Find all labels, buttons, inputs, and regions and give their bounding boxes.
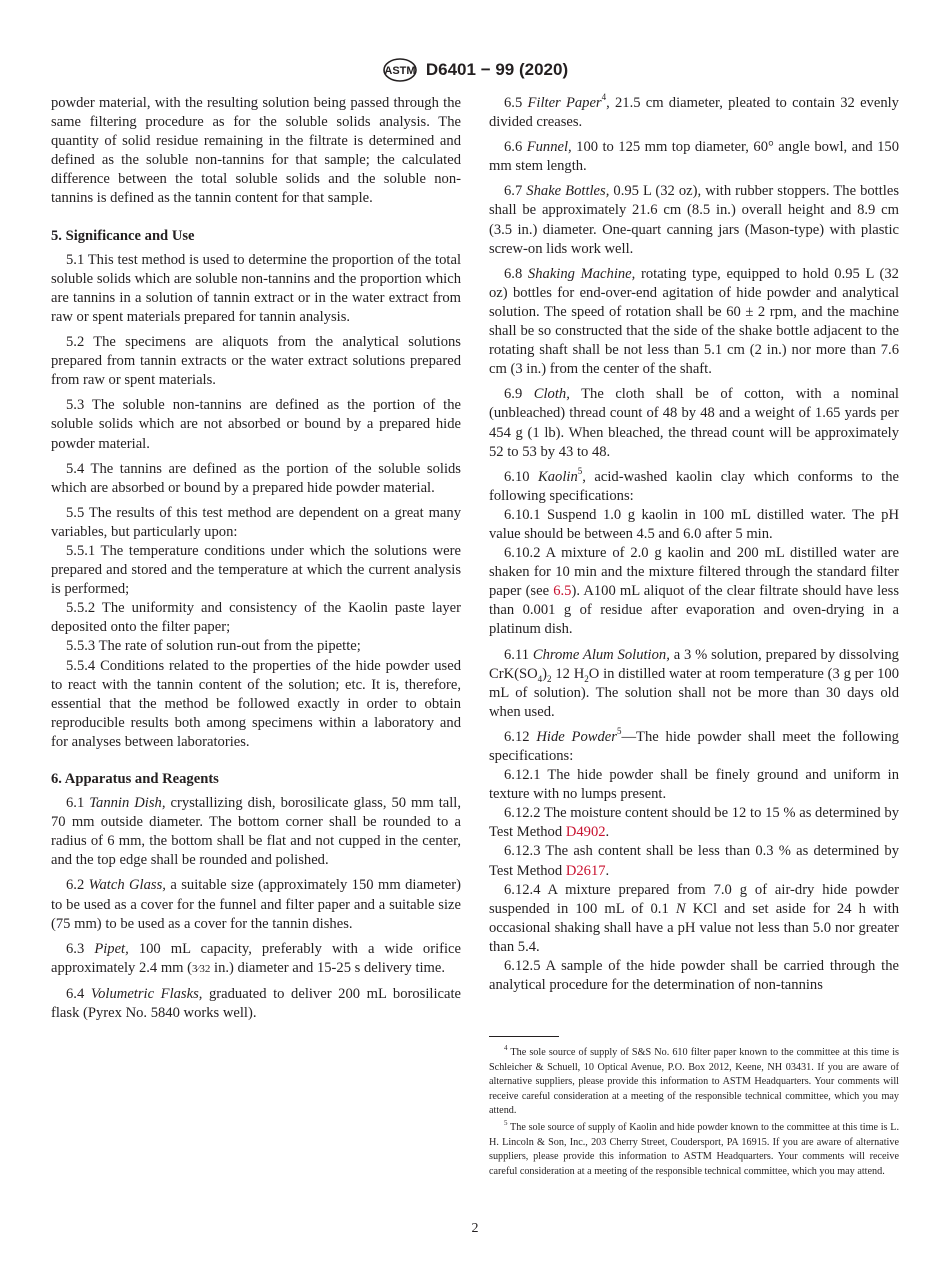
astm-logo-icon (382, 58, 418, 82)
section-6-heading: 6. Apparatus and Reagents (51, 771, 219, 787)
footnote-ref-4: 4 (601, 92, 607, 103)
para-6-1: 6.1 Tannin Dish, crystallizing dish, borosilicate glass, 50 mm tall, 70 mm outside diameter. The bottom corner shall be rounded to a radius of 6 mm, the bottom shall be flat and not cupped in the center, and the top edge shall be rounded and polished. (51, 795, 462, 869)
para-6-12-2: 6.12.2 The moisture content should be 12 to 15 % as determined by Test Method D4902. (489, 805, 899, 841)
para-6-3: 6.3 Pipet, 100 mL capacity, preferably with a wide orifice approximately 2.4 mm (3⁄32 in.) diameter and 15-25 s delivery time. (51, 940, 461, 976)
para-6-10: 6.10 Kaolin$^5$, acid-washed kaolin clay which conforms to the following specifications: (489, 465, 899, 504)
document-designation: D6401 − 99 (2020) (425, 60, 569, 79)
right-column (489, 94, 899, 995)
link-d4902[interactable]: D4902 (565, 824, 606, 841)
link-d2617[interactable]: D2617 (565, 862, 606, 879)
para-6-12-4: 6.12.4 A mixture prepared from 7.0 g of air-dry hide powder suspended in 100 mL of 0.1 N KCl and set aside for 24 h with occasional shaking shall have a pH value not less than 5.0 nor greater than 5.4. (489, 881, 899, 955)
para-6-5: 6.5 Filter Paper$^4$, 21.5 cm diameter, pleated to contain 32 evenly divided creases. (489, 92, 899, 131)
link-6-5[interactable]: 6.5 (553, 583, 572, 600)
para-6-6: 6.6 Funnel, 100 to 125 mm top diameter, 60° angle bowl, and 150 mm stem length. (489, 139, 899, 175)
para-6-12-1: 6.12.1 The hide powder shall be finely ground and uniform in texture with no lumps present. (489, 767, 899, 803)
para-5-5: 5.5 The results of this test method are dependent on a great many variables, but particularly upon: (51, 504, 461, 540)
footnote-4: $^4$ The sole source of supply of S&S No. 610 filter paper known to the committee at this time is Schleicher & Schuell, 10 Optical Avenue, P.O. Box 2012, Keene, NH 03431. If you are aware of alternative suppliers, please provide this information to ASTM Headquarters. Your comments will receive careful consideration at a meeting of the responsible technical committee, which you may attend. (489, 1043, 899, 1117)
para-5-5-3: 5.5.3 The rate of solution run-out from the pipette; (66, 638, 361, 655)
para-6-12-5: 6.12.5 A sample of the hide powder shall be carried through the analytical procedure for the determination of non-tannins (489, 958, 899, 994)
para-5-5-4: 5.5.4 Conditions related to the properties of the hide powder used to react with the tannin content of the solution; etc. It is, therefore, essential that the method be followed exactly in order to obtain reproducible results both among specimens within a laboratory and for analyses between laboratories. (51, 657, 461, 750)
intro-paragraph: powder material, with the resulting solution being passed through the same filtering procedure as for the soluble solids analysis. The quantity of solid residue remaining in the filtrate is determined and defined as the soluble non-tannins for that sample; the calculated difference between the total soluble solids and the soluble non-tannins is defined as the tannin content for that sample. (51, 95, 461, 207)
para-6-7: 6.7 Shake Bottles, 0.95 L (32 oz), with rubber stoppers. The bottles shall be approximately 21.6 cm (8.5 in.) overall height and 8.9 cm (3.5 in.) diameter. One-quart canning jars (Mason-type) with plastic screw-on lids work well. (489, 183, 899, 257)
fraction: 3⁄32 (192, 962, 211, 975)
para-6-10-2: 6.10.2 A mixture of 2.0 g kaolin and 200 mL distilled water are shaken for 10 min and the mixture filtered through the standard filter paper (see 6.5). A100 mL aliquot of the clear filtrate should have less than 0.001 g of residue after evaporation and oven-drying in a platinum dish. (489, 545, 899, 638)
para-6-9: 6.9 Cloth, The cloth shall be of cotton, with a nominal (unbleached) thread count of 48 by 48 and a weight of 1.65 yards per 454 g (1 lb). When bleached, the thread count will be approximately 52 to 53 by 43 to 48. (489, 386, 899, 460)
footnote-ref-5: 5 (577, 465, 583, 476)
footnote-5: $^5$ The sole source of supply of Kaolin and hide powder known to the committee at this time is L. H. Lincoln & Son, Inc., 203 Cherry Street, Coudersport, PA 16915. If you are aware of alternative suppliers, please provide this information to ASTM Headquarters. Your comments will receive careful consideration at a meeting of the responsible technical committee, which you may attend. (489, 1118, 899, 1177)
para-5-1: 5.1 This test method is used to determine the proportion of the total soluble solids which are soluble non-tannins and the proportion which are tannins in a solution of tannin extract or in the water extract from raw or spent materials prepared for tannin analysis. (51, 251, 461, 325)
page-number: 2 (471, 1221, 479, 1236)
para-6-8: 6.8 Shaking Machine, rotating type, equipped to hold 0.95 L (32 oz) bottles for end-over-end agitation of hide powder and analytical solution. The speed of rotation shall be 60 ± 2 rpm, and the machine shall be so constructed that the side of the shake bottle adjacent to the rotating shaft shall be not less than 5.1 cm (2 in.) nor more than 7.6 cm (3 in.) from the center of the shaft. (489, 265, 899, 378)
para-5-3: 5.3 The soluble non-tannins are defined as the portion of the soluble solids which are not absorbed or bound by a prepared hide powder material. (51, 397, 461, 452)
para-6-10-1: 6.10.1 Suspend 1.0 g kaolin in 100 mL distilled water. The pH value should be between 4.5 and 6.0 after 5 min. (489, 506, 899, 542)
para-5-4: 5.4 The tannins are defined as the portion of the soluble solids which are absorbed or bound by a prepared hide powder material. (51, 460, 461, 496)
para-6-4: 6.4 Volumetric Flasks, graduated to deliver 200 mL borosilicate flask (Pyrex No. 5840 works well). (51, 985, 461, 1022)
footnotes (489, 1043, 899, 1181)
astm-logo-text: ASTM (384, 65, 416, 77)
left-column (51, 94, 461, 1023)
section-5-heading: 5. Significance and Use (51, 227, 195, 244)
footnote-ref-5b: 5 (616, 726, 622, 737)
page-header (0, 58, 950, 87)
para-6-12-3: 6.12.3 The ash content shall be less than 0.3 % as determined by Test Method D2617. (489, 843, 899, 879)
para-5-5-1: 5.5.1 The temperature conditions under which the solutions were prepared and stored and the temperature at which the current analysis is performed; (51, 542, 461, 598)
para-6-12: 6.12 Hide Powder$^5$—The hide powder shall meet the following specifications: (489, 726, 899, 764)
para-5-5-2: 5.5.2 The uniformity and consistency of the Kaolin paste layer deposited onto the filter paper; (51, 600, 461, 636)
footnote-divider (489, 1036, 559, 1037)
para-6-11: 6.11 Chrome Alum Solution, a 3 % solution, prepared by dissolving $CrK(SO_4)_2$ 12 $H_2O$ in distilled water at room temperature (3 g per 100 mL of solution). The solution shall not be more than 30 days old when used. (489, 646, 899, 720)
para-6-2: 6.2 Watch Glass, a suitable size (approximately 150 mm diameter) to be used as a cover for the funnel and filter paper and a suitable size (75 mm) to be used as a cover for the tannin dishes. (51, 877, 461, 932)
para-5-2: 5.2 The specimens are aliquots from the analytical solutions prepared from tannin extracts or the water extract solutions prepared from raw or spent materials. (51, 334, 461, 389)
